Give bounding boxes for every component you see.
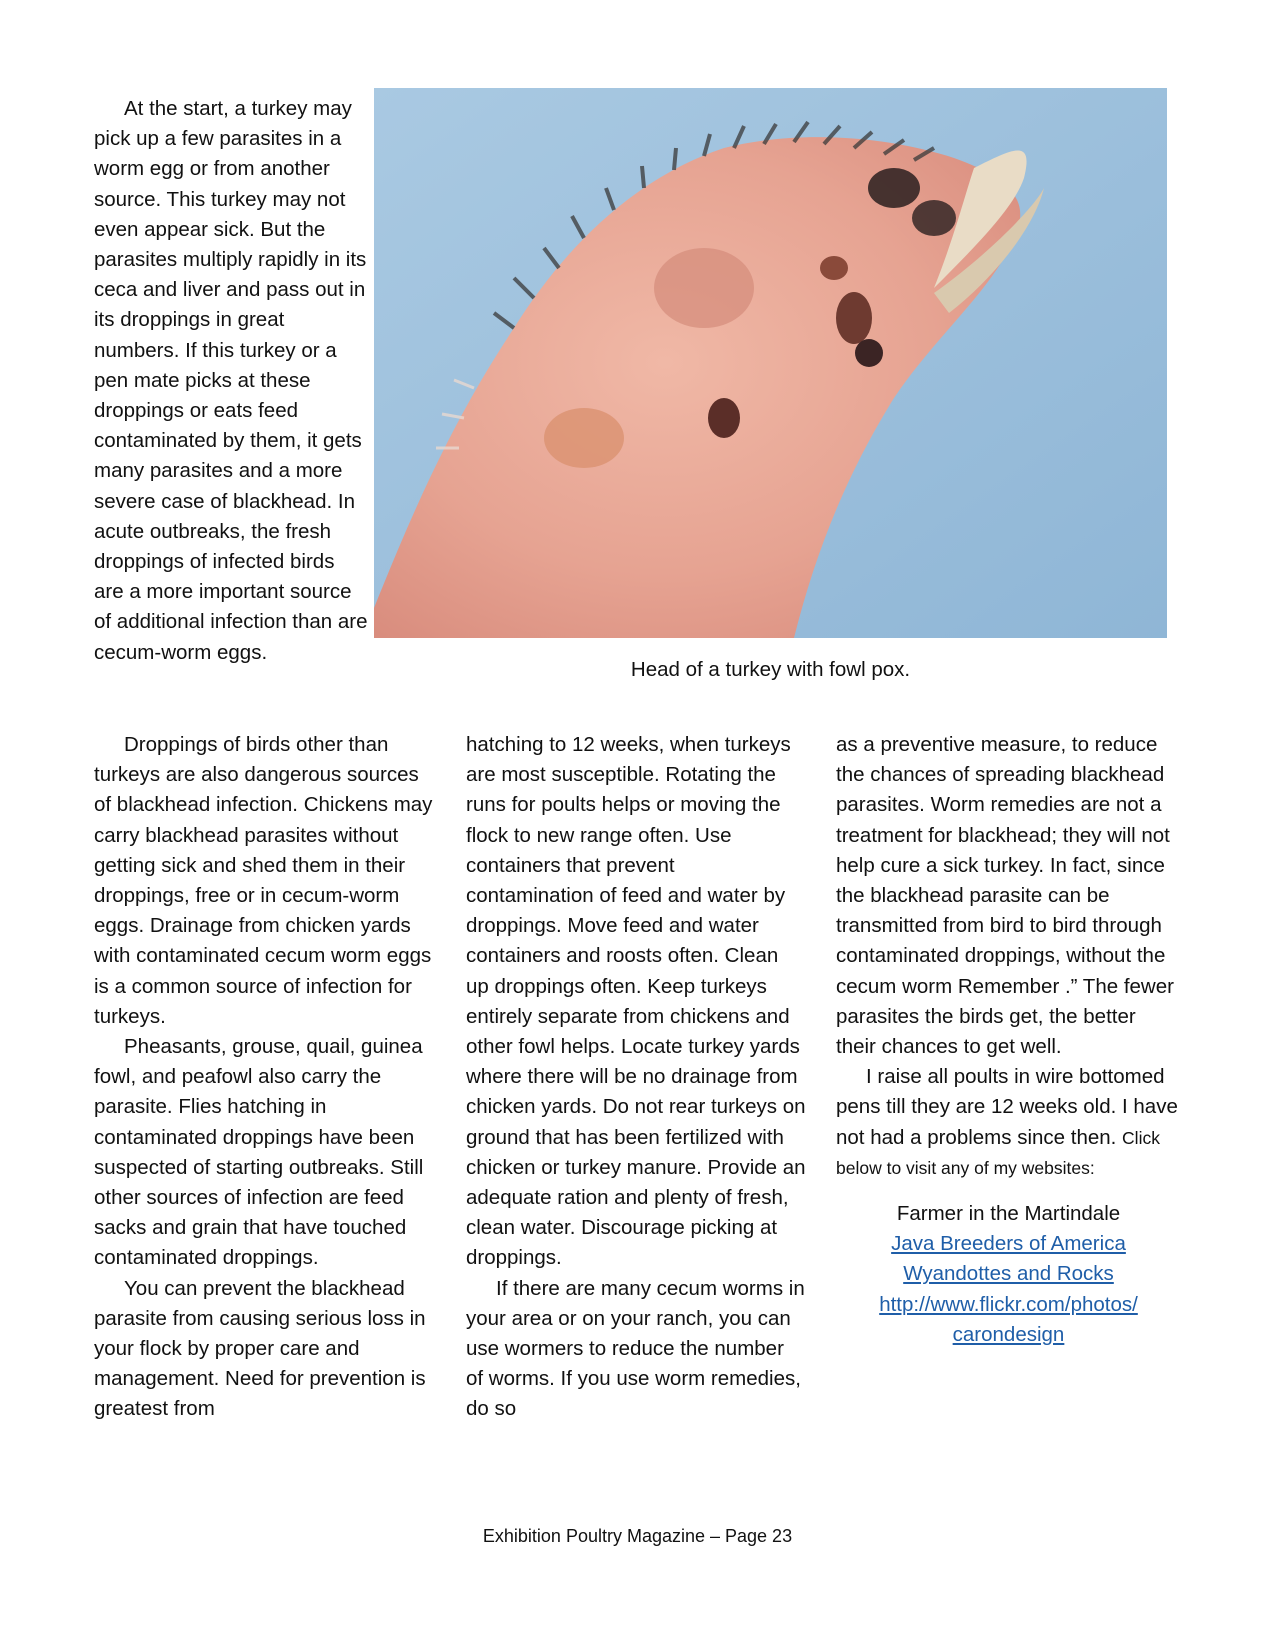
website-name-farmer: Farmer in the Martindale xyxy=(896,1202,1121,1226)
paragraph: as a preventive measure, to reduce the chances of spreading blackhead parasites. Worm remedies are not a treatment for blackhead; they will not help cure a sick turkey. In fact, since the blackhead parasite can be transmitted from bird to bird through contaminated droppings, without the cecum worm Remember .” The fewer parasites the birds get, the better their chances to get well. xyxy=(836,733,1174,1059)
link-wyandottes-rocks[interactable]: Wyandottes and Rocks xyxy=(903,1262,1114,1286)
intro-paragraph: At the start, a turkey may pick up a few parasites in a worm egg or from another source. This turkey may not even appear sick. But the parasites multiply rapidly in its ceca and liver and pass out in its droppings in great numbers. If this turkey or a pen mate picks at these droppings or eats feed contaminated by them, it gets many parasites and a more severe case of blackhead. In acute outbreaks, the fresh droppings of infected birds are a more important source of additional infection than are cecum-worm eggs. xyxy=(94,97,368,664)
link-flickr-line1[interactable]: http://www.flickr.com/photos/ xyxy=(879,1292,1138,1316)
turkey-head-photo xyxy=(374,88,1167,638)
text-column-3 xyxy=(836,730,1181,1350)
paragraph: Droppings of birds other than turkeys are also dangerous sources of blackhead infection. Chickens may carry blackhead parasites without getting sick and shed them in their droppings, free or in cecum-worm eggs. Drainage from chicken yards with contaminated cecum worm eggs is a common source of infection for turkeys. xyxy=(94,733,433,1028)
paragraph: If there are many cecum worms in your area or on your ranch, you can use wormers to reduce the number of worms. If you use worm remedies, do so xyxy=(466,1276,805,1421)
link-flickr[interactable] xyxy=(836,1290,1181,1350)
paragraph: hatching to 12 weeks, when turkeys are most susceptible. Rotating the runs for poults helps or moving the flock to new range often. Use containers that prevent contamination of feed and water by droppings. Move feed and water containers and roosts often. Clean up droppings often. Keep turkeys entirely separate from chickens and other fowl helps. Locate turkey yards where there will be no drainage from chicken yards. Do not rear turkeys on ground that has been fertilized with chicken or turkey manure. Provide an adequate ration and plenty of fresh, clean water. Discourage picking at droppings. xyxy=(466,733,806,1270)
link-java-breeders[interactable]: Java Breeders of America xyxy=(891,1232,1126,1256)
intro-text-column xyxy=(94,94,369,668)
page-footer: Exhibition Poultry Magazine – Page 23 xyxy=(482,1526,793,1546)
website-links xyxy=(836,1199,1181,1350)
text-column-2 xyxy=(466,730,806,1425)
photo-caption: Head of a turkey with fowl pox. xyxy=(630,658,911,681)
paragraph xyxy=(836,1062,1181,1183)
link-flickr-line2[interactable]: carondesign xyxy=(952,1322,1065,1346)
text-column-1 xyxy=(94,730,434,1425)
paragraph: Pheasants, grouse, quail, guinea fowl, and peafowl also carry the parasite. Flies hatching in contaminated droppings have been suspected of starting outbreaks. Still other sources of infection are feed sacks and grain that have touched contaminated droppings. xyxy=(94,1035,424,1270)
paragraph-text: I raise all poults in wire bottomed pens till they are 12 weeks old. I have not had a problems since then. xyxy=(836,1065,1178,1149)
websites-note: Click below to visit any of my websites: xyxy=(836,1127,1160,1178)
paragraph: You can prevent the blackhead parasite from causing serious loss in your flock by proper care and management. Need for prevention is greatest from xyxy=(94,1276,426,1421)
